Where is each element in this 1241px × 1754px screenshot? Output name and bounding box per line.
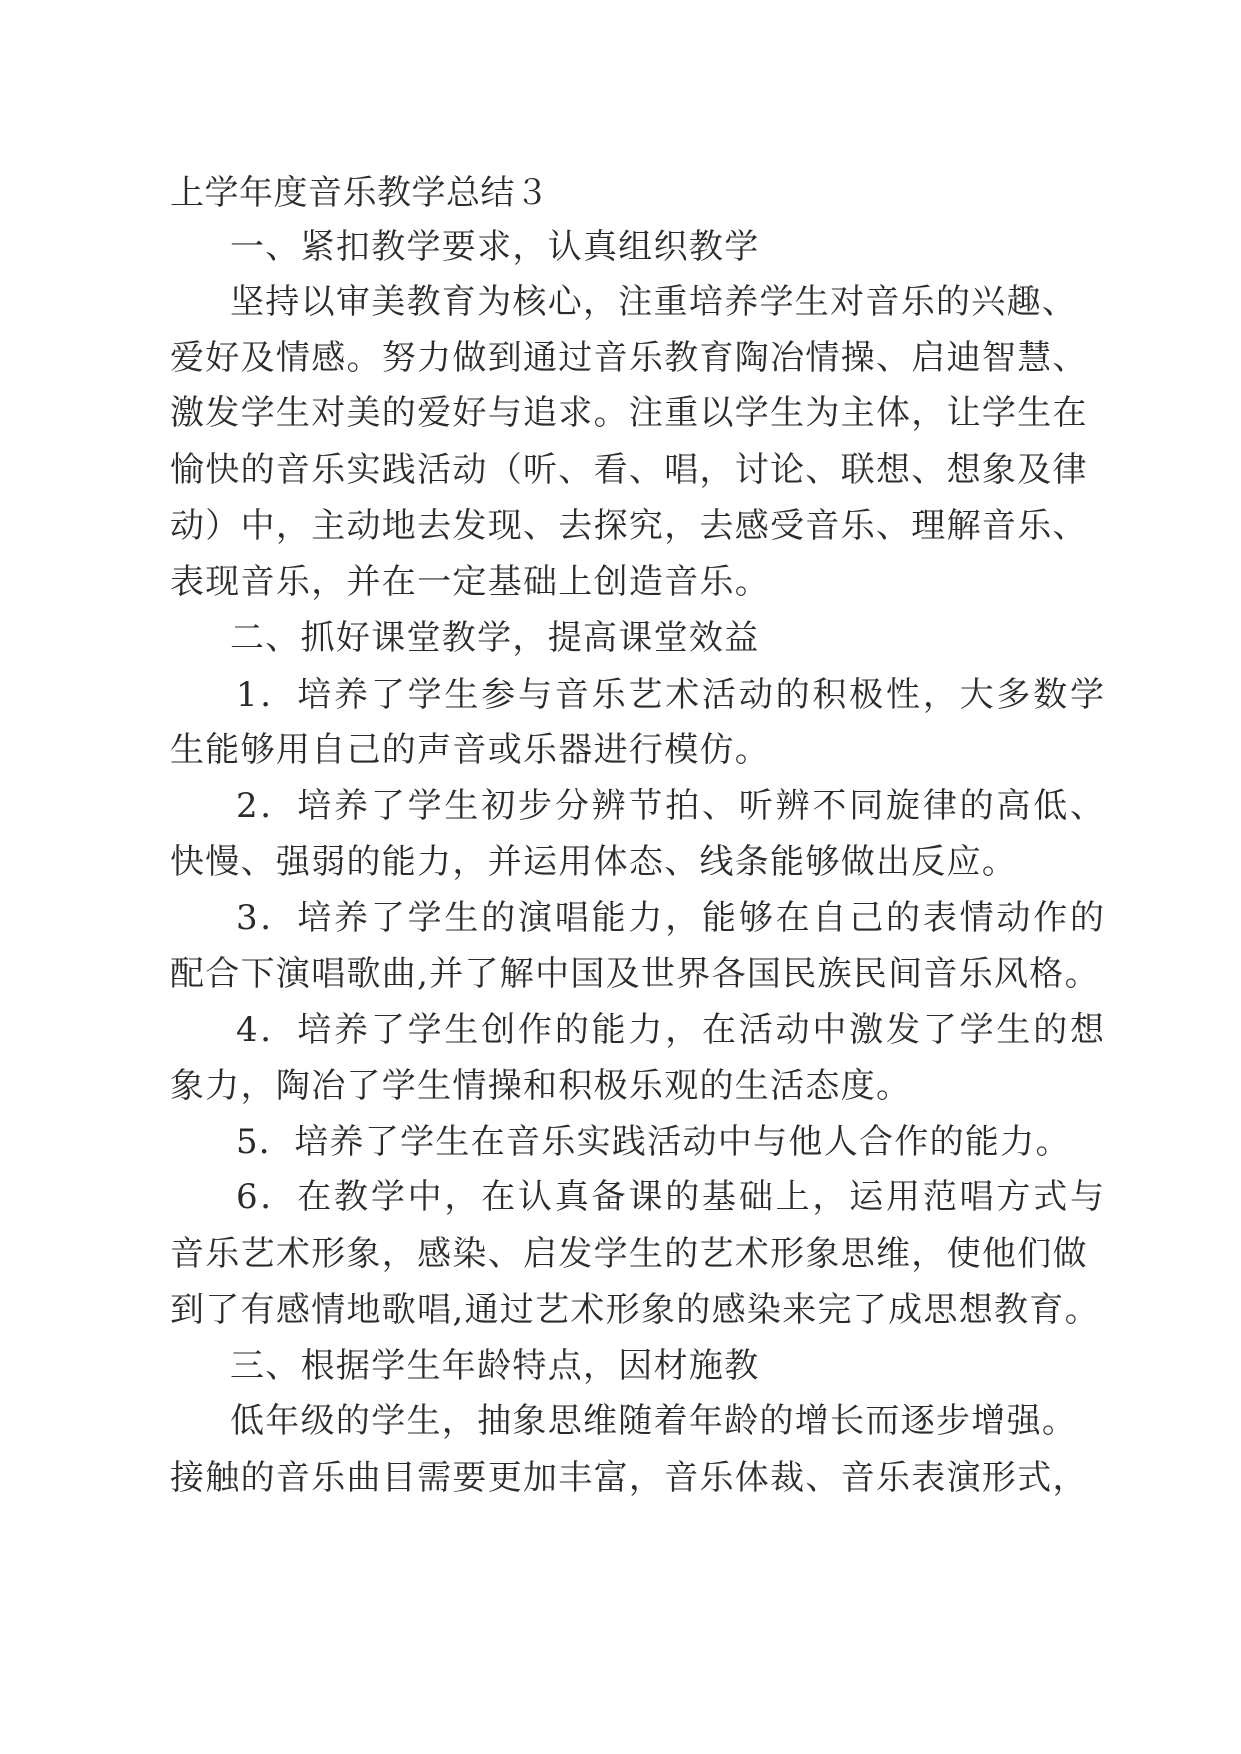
section-heading-1: 一、紧扣教学要求，认真组织教学 [230, 227, 760, 267]
list-item-line: 生能够用自己的声音或乐器进行模仿。 [170, 730, 771, 770]
document-title: 上学年度音乐教学总结３ [170, 173, 550, 213]
list-item-line: 配合下演唱歌曲,并了解中国及世界各国民族民间音乐风格。 [170, 954, 1100, 994]
section-heading-3: 三、根据学生年龄特点，因材施教 [230, 1346, 760, 1386]
paragraph-line: 激发学生对美的爱好与追求。注重以学生为主体，让学生在 [170, 393, 1088, 433]
paragraph-line: 坚持以审美教育为核心，注重培养学生对音乐的兴趣、 [230, 282, 1078, 322]
paragraph-line: 接触的音乐曲目需要更加丰富，音乐体裁、音乐表演形式， [170, 1458, 1088, 1498]
paragraph-line: 爱好及情感。努力做到通过音乐教育陶冶情操、启迪智慧、 [170, 338, 1088, 378]
list-item-line: 5．培养了学生在音乐实践活动中与他人合作的能力。 [236, 1122, 1071, 1162]
list-item-line: 4．培养了学生创作的能力，在活动中激发了学生的想 [236, 1010, 1107, 1050]
paragraph-line: 低年级的学生，抽象思维随着年龄的增长而逐步增强。 [230, 1401, 1078, 1441]
list-item-line: 到了有感情地歌唱,通过艺术形象的感染来完了成思想教育。 [170, 1290, 1100, 1330]
section-heading-2: 二、抓好课堂教学，提高课堂效益 [230, 618, 760, 658]
list-item-line: 1．培养了学生参与音乐艺术活动的积极性，大多数学 [236, 675, 1107, 715]
paragraph-line: 动）中，主动地去发现、去探究，去感受音乐、理解音乐、 [170, 506, 1088, 546]
list-item-line: 象力，陶冶了学生情操和积极乐观的生活态度。 [170, 1066, 912, 1106]
list-item-line: 2．培养了学生初步分辨节拍、听辨不同旋律的高低、 [236, 786, 1107, 826]
list-item-line: 3．培养了学生的演唱能力，能够在自己的表情动作的 [236, 898, 1107, 938]
paragraph-line: 愉快的音乐实践活动（听、看、唱，讨论、联想、想象及律 [170, 450, 1088, 490]
list-item-line: 音乐艺术形象，感染、启发学生的艺术形象思维，使他们做 [170, 1234, 1088, 1274]
list-item-line: 快慢、强弱的能力，并运用体态、线条能够做出反应。 [170, 842, 1018, 882]
list-item-line: 6．在教学中，在认真备课的基础上，运用范唱方式与 [236, 1177, 1107, 1217]
paragraph-line: 表现音乐，并在一定基础上创造音乐。 [170, 562, 771, 602]
